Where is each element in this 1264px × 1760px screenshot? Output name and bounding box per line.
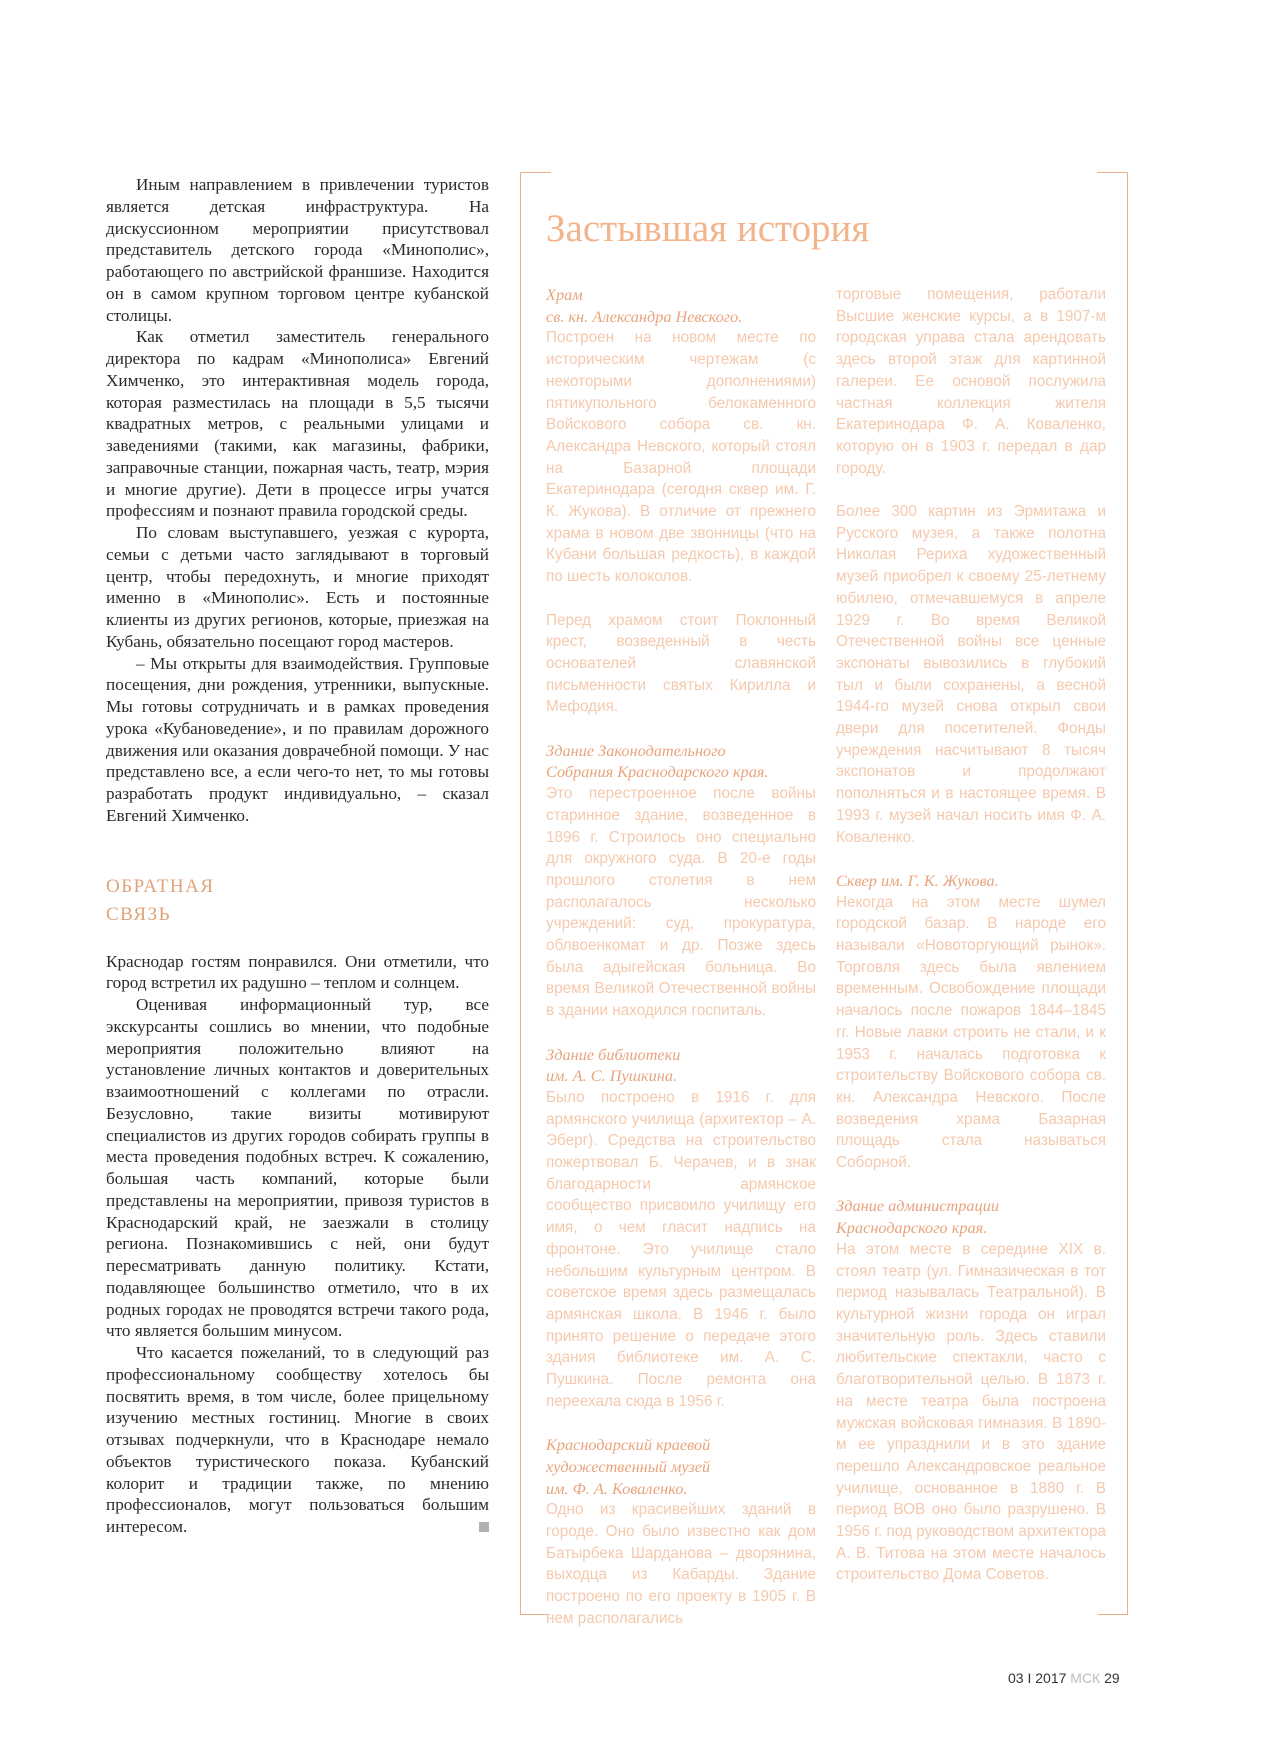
heading-line: Здание администрации (836, 1196, 999, 1216)
article-column (106, 174, 489, 1538)
article-paragraph: Как отметил заместитель генерального директора по кадрам «Минополиса» Евгений Химченко, это интерактивная модель города, которая разместилась на площади в 5,5 тысячи квадратных метров, с реальными улицами и заведениями (такими, как магазины, фабрики, заправочные станции, пожарная часть, театр, мэрия и многие другие). Дети в процессе игры учатся профессиям и познают правила городской среды. (106, 327, 489, 521)
issue-date: 03 I 2017 (1008, 1670, 1067, 1686)
sidebar-entry-heading (546, 284, 816, 327)
heading-line: св. кн. Александра Невского. (546, 306, 743, 326)
heading-line: художественный музей (546, 1456, 711, 1476)
heading-line: Сквер им. Г. К. Жукова. (836, 870, 999, 890)
sidebar-entry-heading (546, 1434, 816, 1499)
sidebar-entry-text: Некогда на этом месте шумел городской базар. В народе его называли «Новоторгующий рынок». Торговля здесь была явлением временным. Освобождение площади началось после пожаров 1844–1845 гг. Новые лавки строить не стали, и к 1953 г. началась подготовка к строительству Войскового собора св. кн. Александра Невского. После возведения храма Базарная площадь стала называться Соборной. (836, 893, 1106, 1172)
sidebar-entry (836, 501, 1106, 848)
heading-line: Собрания Краснодарского края. (546, 762, 769, 782)
sidebar-title: Застывшая история (546, 207, 870, 250)
heading-line: Храм (546, 285, 583, 304)
magazine-name: МСК (1070, 1670, 1101, 1686)
article-paragraph: – Мы открыты для взаимодействия. Групповые посещения, дни рождения, утренники, выпускные. Мы готовы сотрудничать и в рамках проведения урока «Кубановедение», и по правилам дорожного движения или оказания доврачебной помощи. У нас представлено все, а если чего-то нет, то мы готовы разработать продукт индивидуально, – сказал Евгений Химченко. (106, 653, 489, 825)
sidebar-entry-text: Перед храмом стоит Поклонный крест, возведенный в честь основателей славянской письменности святых Кирилла и Мефодия. (546, 611, 816, 716)
sidebar-entry (836, 870, 1106, 1174)
sidebar-entry-text: Построен на новом месте по историческим чертежам (с некоторыми дополнениями) пятикупольного белокаменного Войскового собора св. кн. Александра Невского, который стоял на Базарной площади Екатеринодара (сегодня сквер им. Г. К. Жукова). В отличие от прежнего храма в новом две звонницы (что на Кубани большая редкость), в каждой по шесть колоколов. (546, 329, 816, 586)
sidebar-entry (836, 284, 1106, 479)
sidebar-entry-heading (546, 740, 816, 783)
heading-line: им. Ф. А. Коваленко. (546, 1478, 688, 1498)
heading-line: Краснодарского края. (836, 1218, 988, 1238)
sidebar-entry-text: Одно из красивейших зданий в городе. Оно было известно как дом Батырбека Шарданова – дворянина, выходца из Кабарды. Здание построено по его проекту в 1905 г. В нем располагались (546, 1501, 816, 1627)
sidebar-entry (546, 1044, 816, 1413)
sidebar-entry-text: Это перестроенное после войны старинное здание, возведенное в 1896 г. Строилось оно специально для окружного суда. В 20-е годы прошлого столетия в нем располагалось несколько учреждений: суд, прокуратура, облвоенкомат и др. Позже здесь была адыгейская больница. Во время Великой Отечественной войны в здании находился госпиталь. (546, 785, 816, 1020)
article-paragraph: Оценивая информационный тур, все экскурсанты сошлись во мнении, что подобные мероприятия положительно влияют на установление личных контактов и доверительных взаимоотношений с коллегами по отрасли. Безусловно, такие визиты мотивируют специалистов из других городов собирать группы в места проведения подобных встреч. К сожалению, большая часть компаний, которые были представлены на мероприятии, привозя туристов в Краснодарский край, не заезжали в столицу региона. Познакомившись с ней, они будут пересматривать данную политику. Кстати, подавляющее большинство отметило, что в их родных городах не проводятся встречи такого рода, что является большим минусом. (106, 995, 489, 1341)
sidebar-entry (546, 610, 816, 719)
sidebar-entry-text: Было построено в 1916 г. для армянского училища (архитектор – А. Эберг). Средства на строительство пожертвовал Б. Черачев, и в знак благодарности армянское сообщество присвоило училищу его имя, о чем гласит надпись на фронтоне. Это училище стало небольшим культурным центром. В советское время здесь размещалась армянская школа. В 1946 г. было принято решение о передаче этого здания библиотеке им. А. С. Пушкина. После ремонта она переехала сюда в 1956 г. (546, 1088, 816, 1410)
sidebar-entry (546, 740, 816, 1022)
heading-line: Здание Законодательного (546, 740, 726, 760)
sidebar-entry-heading (546, 1044, 816, 1087)
sidebar-right-column (836, 284, 1106, 1608)
section-heading-line: ОБРАТНАЯ (106, 875, 215, 897)
article-paragraph: Иным направлением в привлечении туристов является детская инфраструктура. На дискуссионном мероприятии присутствовал представитель детского города «Минополис», работающего по австрийской франшизе. Находится он в самом крупном торговом центре кубанской столицы. (106, 175, 489, 325)
sidebar-entry-heading (836, 1195, 1106, 1238)
page-footer (1008, 1670, 1120, 1686)
sidebar-entry-text: Более 300 картин из Эрмитажа и Русского музея, а также полотна Николая Рериха художественный музей приобрел к своему 25-летнему юбилею, отмечавшемуся в апреле 1929 г. Во время Великой Отечественной войны все ценные экспонаты вывозились в глубокий тыл и были сохранены, а весной 1944-го музей снова открыл свои двери для посетителей. Фонды учреждения насчитывают 8 тысяч экспонатов и продолжают пополняться и в настоящее время. В 1993 г. музей начал носить имя Ф. А. Коваленко. (836, 503, 1106, 846)
article-paragraph: Краснодар гостям понравился. Они отметили, что город встретил их радушно – теплом и солнцем. (106, 951, 489, 993)
article-paragraph-text: Что касается пожеланий, то в следующий раз профессиональному сообществу хотелось бы посвятить время, в том числе, более прицельному изучению местных гостиниц. Многие в своих отзывах подчеркнули, что в Краснодаре немало объектов туристического показа. Кубанский колорит и традиции также, по мнению профессионалов, могут пользоваться большим интересом. (106, 1343, 489, 1536)
heading-line: Краснодарский краевой (546, 1435, 711, 1455)
article-paragraph (106, 1342, 489, 1538)
sidebar-left-column (546, 284, 816, 1651)
frame-right-bottom (1098, 1614, 1128, 1615)
article-paragraph: По словам выступавшего, уезжая с курорта, семьи с детьми часто заглядывают в торговый центр, чтобы передохнуть, и многие приходят именно в «Минополис». Есть и постоянные клиенты из других регионов, которые, приезжая на Кубань, обязательно посещают город мастеров. (106, 523, 489, 651)
sidebar-entry-text: торговые помещения, работали Высшие женские курсы, а в 1907-м городская управа стала арендовать здесь второй этаж для картинной галереи. Ее основой послужила частная коллекция жителя Екатеринодара Ф. А. Коваленко, которую он в 1903 г. передал в дар городу. (836, 286, 1106, 477)
heading-line: им. А. С. Пушкина. (546, 1066, 678, 1086)
heading-line: Здание библиотеки (546, 1044, 681, 1064)
sidebar-entry (546, 1434, 816, 1629)
sidebar-box (520, 172, 1128, 1630)
sidebar-entry (546, 284, 816, 588)
section-heading-line: СВЯЗЬ (106, 903, 172, 925)
page-number: 29 (1104, 1670, 1120, 1686)
end-of-article-square-icon (479, 1522, 489, 1532)
sidebar-entry (836, 1195, 1106, 1586)
section-heading (106, 873, 489, 929)
sidebar-entry-heading (836, 870, 1106, 892)
sidebar-entry-text: На этом месте в середине XIX в. стоял театр (ул. Гимназическая в тот период называлась Театральной). В культурной жизни города он играл значительную роль. Здесь ставили любительские спектакли, часто с благотворительной целью. В 1873 г. на месте театра была построена мужская войсковая гимназия. В 1890-м ее упразднили и в это здание перешло Александровское реальное училище, основанное в 1880 г. В период ВОВ оно было разрушено. В 1956 г. под руководством архитектора А. В. Титова на этом месте началось строительство Дома Советов. (836, 1240, 1107, 1584)
